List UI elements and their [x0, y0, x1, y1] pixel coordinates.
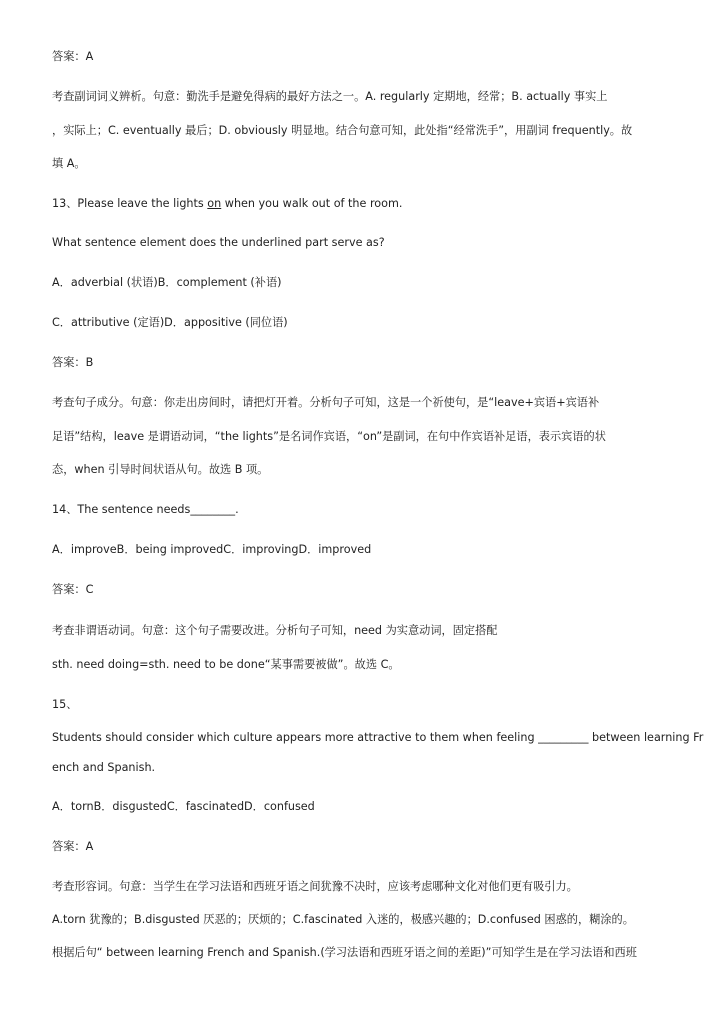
question-13-stem-after: when you walk out of the room.	[221, 197, 403, 210]
question-13-prompt: What sentence element does the underlined part serve as?	[52, 236, 385, 249]
explanation-15-line-3: 根据后句“ between learning French and Spanish.(学习法语和西班牙语之间的差距)”可知学生是在学习法语和西班	[52, 946, 637, 959]
answer-15: 答案：A	[52, 840, 94, 853]
question-13-options-cd: C．attributive (定语)D．appositive (同位语)	[52, 316, 288, 329]
question-13-options-ab: A．adverbial (状语)B．complement (补语)	[52, 276, 282, 289]
explanation-13-line-2: 足语”结构，leave 是谓语动词，“the lights”是名词作宾语，“on”是副词，在句中作宾语补足语，表示宾语的状	[52, 430, 606, 443]
answer-12: 答案：A	[52, 50, 94, 63]
explanation-12-line-3: 填 A。	[52, 157, 86, 170]
underlined-word: on	[207, 197, 222, 210]
explanation-15-line-1: 考查形容词。句意：当学生在学习法语和西班牙语之间犹豫不决时，应该考虑哪种文化对他们更有吸引力。	[52, 880, 578, 893]
question-14-options: A．improveB．being improvedC．improvingD．improved	[52, 543, 372, 556]
explanation-13-line-3: 态，when 引导时间状语从句。故选 B 项。	[52, 463, 269, 476]
explanation-12-line-1: 考查副词词义辨析。句意：勤洗手是避免得病的最好方法之一。A. regularly 定期地，经常；B. actually 事实上	[52, 90, 608, 103]
question-15-stem-line-2: ench and Spanish.	[52, 761, 156, 774]
question-13-stem	[52, 197, 402, 211]
explanation-15-line-2: A.torn 犹豫的；B.disgusted 厌恶的；厌烦的；C.fascinated 入迷的，极感兴趣的；D.confused 困惑的，糊涂的。	[52, 913, 634, 926]
explanation-14-line-2: sth. need doing=sth. need to be done“某事需要被做”。故选 C。	[52, 658, 400, 671]
question-15-number: 15、	[52, 698, 78, 711]
question-14-stem: 14、The sentence needs________.	[52, 503, 239, 516]
answer-14: 答案：C	[52, 583, 94, 596]
explanation-14-line-1: 考查非谓语动词。句意：这个句子需要改进。分析句子可知，need 为实意动词，固定搭配	[52, 624, 498, 637]
answer-13: 答案：B	[52, 356, 94, 369]
question-13-stem-before: 13、Please leave the lights	[52, 197, 208, 210]
explanation-12-line-2: ，实际上；C. eventually 最后；D. obviously 明显地。结合句意可知，此处指“经常洗手”，用副词 frequently。故	[52, 124, 633, 137]
question-15-stem-line-1: Students should consider which culture appears more attractive to them when feeling _________ between learning Fr	[52, 731, 704, 744]
explanation-13-line-1: 考查句子成分。句意：你走出房间时，请把灯开着。分析句子可知，这是一个祈使句，是“leave+宾语+宾语补	[52, 396, 600, 409]
question-15-options: A．tornB．disgustedC．fascinatedD．confused	[52, 800, 315, 813]
